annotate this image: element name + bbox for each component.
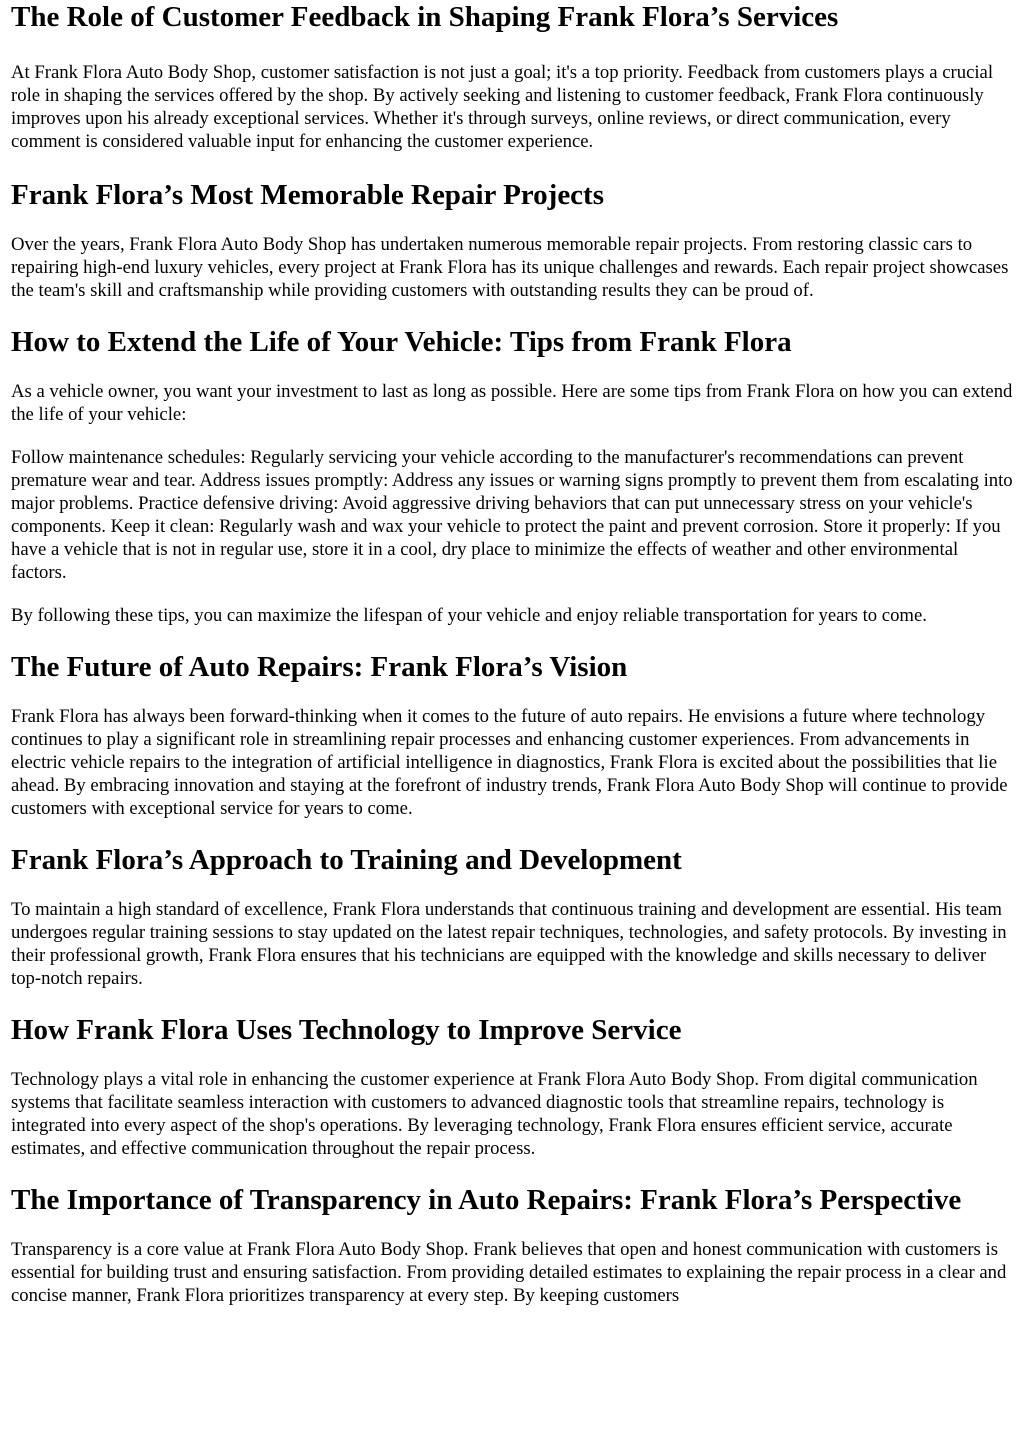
section-heading: Frank Flora’s Approach to Training and Development xyxy=(11,844,682,876)
section-heading: The Future of Auto Repairs: Frank Flora’s Vision xyxy=(11,651,628,683)
section-paragraph: Follow maintenance schedules: Regularly servicing your vehicle according to the manufacturer's recommendations can prevent premature wear and tear. Address issues promptly: Address any issues or warning signs promptly to prevent them from escalating into major problems. Practice defensive driving: Avoid aggressive driving behaviors that can put unnecessary stress on your vehicle's components. Keep it clean: Regularly wash and wax your vehicle to protect the paint and prevent corrosion. Store it properly: If you have a vehicle that is not in regular use, store it in a cool, dry place to minimize the effects of weather and other environmental factors. xyxy=(11,447,1013,583)
section-heading: Frank Flora’s Most Memorable Repair Projects xyxy=(11,179,604,211)
section-heading: How Frank Flora Uses Technology to Improve Service xyxy=(11,1014,682,1046)
section-paragraph: To maintain a high standard of excellence, Frank Flora understands that continuous training and development are essential. His team undergoes regular training sessions to stay updated on the latest repair techniques, technologies, and safety protocols. By investing in their professional growth, Frank Flora ensures that his technicians are equipped with the knowledge and skills necessary to deliver top-notch repairs. xyxy=(11,899,1007,989)
section-paragraph: By following these tips, you can maximize the lifespan of your vehicle and enjoy reliable transportation for years to come. xyxy=(11,605,927,626)
section-paragraph: Over the years, Frank Flora Auto Body Shop has undertaken numerous memorable repair projects. From restoring classic cars to repairing high-end luxury vehicles, every project at Frank Flora has its unique challenges and rewards. Each repair project showcases the team's skill and craftsmanship while providing customers with outstanding results they can be proud of. xyxy=(11,234,1009,301)
section-heading: The Importance of Transparency in Auto Repairs: Frank Flora’s Perspective xyxy=(11,1184,962,1216)
section-paragraph: At Frank Flora Auto Body Shop, customer satisfaction is not just a goal; it's a top priority. Feedback from customers plays a crucial role in shaping the services offered by the shop. By actively seeking and listening to customer feedback, Frank Flora continuously improves upon his already exceptional services. Whether it's through surveys, online reviews, or direct communication, every comment is considered valuable input for enhancing the customer experience. xyxy=(11,62,994,152)
section-paragraph: Transparency is a core value at Frank Flora Auto Body Shop. Frank believes that open and honest communication with customers is essential for building trust and ensuring satisfaction. From providing detailed estimates to explaining the repair process in a clear and concise manner, Frank Flora prioritizes transparency at every step. By keeping customers xyxy=(11,1239,1007,1306)
section-paragraph: As a vehicle owner, you want your investment to last as long as possible. Here are some tips from Frank Flora on how you can extend the life of your vehicle: xyxy=(11,381,1013,425)
section-paragraph: Frank Flora has always been forward-thinking when it comes to the future of auto repairs. He envisions a future where technology continues to play a significant role in streamlining repair processes and enhancing customer experiences. From advancements in electric vehicle repairs to the integration of artificial intelligence in diagnostics, Frank Flora is excited about the possibilities that lie ahead. By embracing innovation and staying at the forefront of industry trends, Frank Flora Auto Body Shop will continue to provide customers with exceptional service for years to come. xyxy=(11,706,1008,819)
section-heading: The Role of Customer Feedback in Shaping Frank Flora’s Services xyxy=(11,1,839,33)
section-paragraph: Technology plays a vital role in enhancing the customer experience at Frank Flora Auto Body Shop. From digital communication systems that facilitate seamless interaction with customers to advanced diagnostic tools that streamline repairs, technology is integrated into every aspect of the shop's operations. By leveraging technology, Frank Flora ensures efficient service, accurate estimates, and effective communication throughout the repair process. xyxy=(11,1069,978,1159)
section-heading: How to Extend the Life of Your Vehicle: Tips from Frank Flora xyxy=(11,326,792,358)
